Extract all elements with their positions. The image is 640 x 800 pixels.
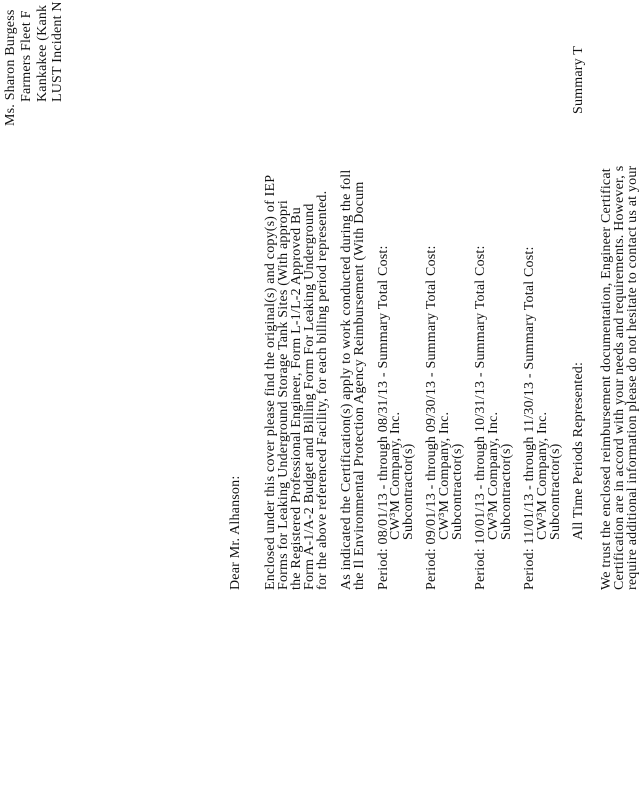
header-line-3: Kankakee (Kank (35, 4, 50, 102)
period-3-company: CW³M Company, Inc. (486, 411, 501, 540)
paragraph-1-line-2: Forms for Leaking Underground Storage Tank Sites (With appropri (276, 199, 291, 590)
period-1: Period: 08/01/13 - through 08/31/13 - Summary Total Cost: (376, 245, 391, 590)
period-2: Period: 09/01/13 - through 09/30/13 - Summary Total Cost: (424, 245, 439, 590)
header-line-2: Farmers Fleet F (19, 10, 34, 102)
paragraph-1-line-3: the Registered Professional Engineer, Form L-1/L-2 Approved Bu (289, 207, 304, 590)
period-4: Period: 11/01/13 - through 11/30/13 - Summary Total Cost: (522, 246, 537, 590)
period-1-company: CW³M Company, Inc. (388, 411, 403, 540)
paragraph-2-line-2: the Il Environmental Protection Agency Reimbursement (With Docum (352, 181, 367, 590)
paragraph-1-line-4: Form A-1/A-2 Budget and Billing Form For Leaking Underground (302, 203, 317, 590)
all-time-periods: All Time Periods Represented: (571, 361, 586, 540)
header-line-1: Ms. Sharon Burgess (3, 9, 18, 126)
summary-total-label: Summary T (571, 45, 586, 114)
salutation: Dear Mr. Alhanson: (228, 475, 243, 590)
period-2-subcontractor: Subcontractor(s) (450, 443, 465, 540)
period-3-subcontractor: Subcontractor(s) (499, 443, 514, 540)
paragraph-2-line-1: As indicated the Certification(s) apply to work conducted during the foll (339, 169, 354, 590)
period-2-company: CW³M Company, Inc. (437, 411, 452, 540)
period-1-subcontractor: Subcontractor(s) (401, 443, 416, 540)
closing-line-2: Certification are in accord with your needs and requirements. However, s (612, 165, 627, 590)
period-4-subcontractor: Subcontractor(s) (548, 443, 563, 540)
period-4-company: CW³M Company, Inc. (535, 411, 550, 540)
paragraph-1-line-5: for the above referenced Facility, for each billing period represented. (315, 190, 330, 590)
header-line-4: LUST Incident N (50, 1, 65, 102)
closing-line-1: We trust the enclosed reimbursement documentation, Engineer Certificat (599, 168, 614, 590)
closing-line-3: require additional information please do not hesitate to contact us at your (625, 165, 640, 590)
period-3: Period: 10/01/13 - through 10/31/13 - Summary Total Cost: (473, 245, 488, 590)
paragraph-1-line-1: Enclosed under this cover please find the original(s) and copy(s) of IEP (263, 174, 278, 590)
